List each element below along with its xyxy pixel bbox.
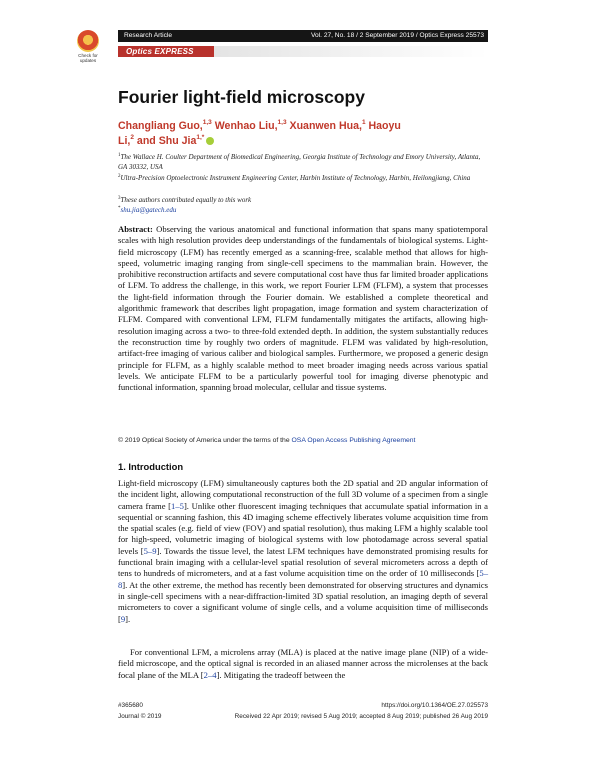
journal-name: Optics EXPRESS	[126, 47, 194, 56]
authors-line-1: Changliang Guo,$^{1,3}$ Wenhao Liu,$^{1,3}$ Xuanwen Hua,$^1$ Haoyu	[118, 119, 401, 132]
publication-dates: Received 22 Apr 2019; revised 5 Aug 2019; accepted 8 Aug 2019; published 26 Aug 2019	[234, 713, 488, 720]
article-id: #365680	[118, 702, 143, 709]
header-bar	[118, 30, 488, 42]
citation-link[interactable]: 9	[120, 613, 126, 624]
author-name: Changliang Guo,	[118, 120, 203, 132]
article-type: Research Article	[124, 32, 173, 39]
author-name: Haoyu	[365, 120, 401, 132]
author-name: Wenhao Liu,	[211, 120, 278, 132]
section-heading: 1. Introduction	[118, 461, 184, 472]
affiliation-1: $^1$The Wallace H. Coulter Department of Biomedical Engineering, Georgia Institute of Technology and Emory University, Atlanta, GA 30332, USA	[118, 153, 481, 171]
intro-paragraph-1: Light-field microscopy (LFM) simultaneously captures both the 2D spatial and 2D angular information of the incident light, allowing computational reconstruction of the full 3D volume of a specimen from a single camera frame [1–5]. Unlike other fluorescent imaging techniques that accumulate spatial information in a sequential or scanning fashion, this 4D imaging scheme effectively liberates volume acquisition time from the spatial scales (e.g. field of view (FOV) and spatial resolution), thus making LFM a highly scalable tool for high-speed, volumetric imaging of biological systems with low photodamage across several spatial levels [5–9]. Towards the tissue level, the latest LFM techniques have demonstrated promising results for functional brain imaging with a cellular-level spatial resolution of several micrometers across a depth of tens to hundreds of micrometers, and at a fast volume acquisition time on the order of 10 milliseconds [5–8]. At the other extreme, the method has recently been demonstrated for observing structures and dynamics in single-cell specimens with a near-diffraction-limited 3D spatial resolution, an imaging depth of several micrometers to cover a significant volume of single cells, and a volume acquisition time of milliseconds [9].	[118, 478, 489, 624]
author-name: Xuanwen Hua,	[286, 120, 362, 132]
author-name: Li,	[118, 135, 131, 147]
citation-link[interactable]: 2–4	[203, 669, 217, 680]
authors-line-2: Li,$^2$ and Shu Jia$^{1,*}$	[118, 131, 488, 148]
abstract-label: Abstract:	[118, 224, 153, 234]
doi-link[interactable]: https://doi.org/10.1364/OE.27.025573	[381, 702, 488, 709]
citation-link[interactable]: 1–5	[171, 500, 184, 511]
abstract-text: Observing the various anatomical and functional information that spans many spatiotemporal scales with high resolution provides deep understandings of the fundamentals of biological systems. Light-field microscopy (LFM) has recently emerged as a scanning-free, scalable method that allows for high-speed, volumetric imaging ranging from single-cell specimens to the mammalian brain. However, the prohibitive reconstruction artifacts and severe computational cost have thus far limited broader applications of LFM. To address the challenge, in this work, we report Fourier LFM (FLFM), a system that processes the light-field information through the Fourier domain. We established a complete theoretical and algorithmic framework that describes light propagation, image formation and system characterization of FLFM. Compared with conventional LFM, FLFM fundamentally mitigates the artifacts, allowing high-resolution imaging across a two- to three-fold extended depth. In addition, the system substantially reduces the reconstruction time by roughly two orders of magnitude. FLFM was validated by high-resolution, artifact-free imaging of various caliber and biological samples. Furthermore, we proposed a generic design principle for FLFM, as a highly scalable method to meet broader imaging needs across various spatial levels. We anticipate FLFM to be a particularly powerful tool for imaging diverse phenotypic and functional information, spanning broad molecular, cellular and tissue systems.	[118, 224, 488, 393]
intro-paragraph-2: For conventional LFM, a microlens array (MLA) is placed at the native image plane (NIP) of a wide-field microscope, and the optical signal is recorded in an aliased manner across the microlenses at the back focal plane of the MLA [2–4]. Mitigating the tradeoff between the	[118, 647, 488, 680]
check-for-updates-badge[interactable]	[72, 30, 104, 68]
journal-band	[118, 46, 488, 57]
orcid-icon[interactable]	[206, 137, 214, 145]
badge-label: Check for updates	[78, 53, 98, 63]
paper-title: Fourier light-field microscopy	[118, 87, 365, 107]
citation-link[interactable]: 5–8	[118, 568, 488, 590]
author-name: and Shu Jia	[133, 135, 197, 147]
license-link[interactable]: OSA Open Access Publishing Agreement	[291, 437, 416, 444]
affiliation-2: $^2$Ultra-Precision Optoelectronic Instrument Engineering Center, Harbin Institute of Technology, Harbin, Heilongjiang, China	[118, 174, 471, 182]
copyright-notice: © 2019 Optical Society of America under the terms of the OSA Open Access Publishing Agreement	[118, 437, 416, 444]
affiliation-3: $^3$These authors contributed equally to this work	[118, 196, 252, 204]
corresponding-email[interactable]: *shu.jia@gatech.edu	[118, 206, 177, 214]
abstract	[118, 224, 488, 393]
citation: Vol. 27, No. 18 / 2 September 2019 / Optics Express 25573	[310, 32, 484, 39]
crossmark-icon	[77, 30, 99, 52]
citation-link[interactable]: 5–9	[143, 545, 157, 556]
journal-copyright: Journal © 2019	[118, 713, 162, 720]
